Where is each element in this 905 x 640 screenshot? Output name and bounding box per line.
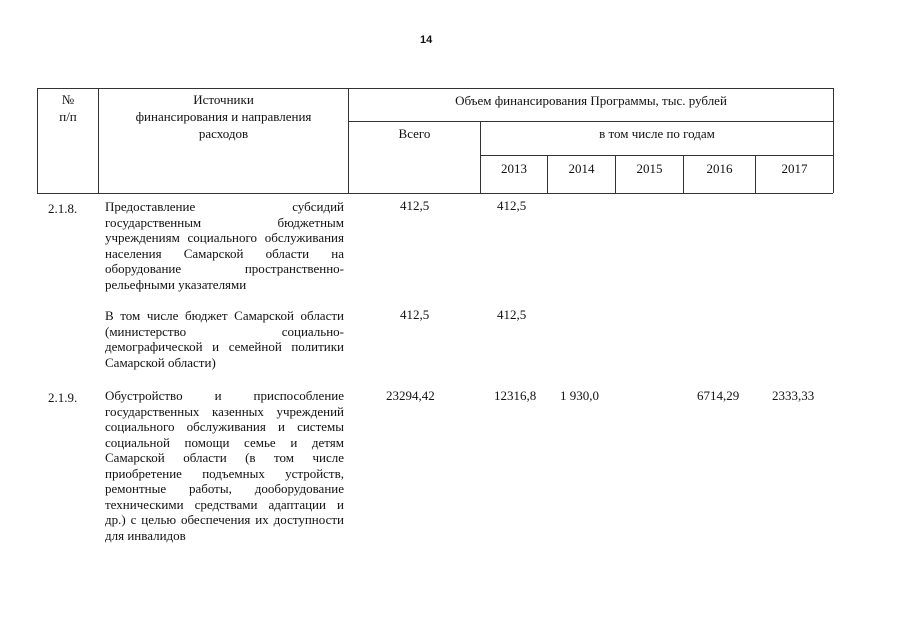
row-2013: 12316,8 <box>494 388 537 403</box>
row-description: Обустройство и приспособление государственных казенных учреждений социального обслуживания и системы социальной помощи семье и детям Самарской области (в том числе приобретение подъемных устройств, ремонтные работы, дооборудование техническими средствами адаптации и др.) с целью обеспечения их доступности для инвалидов <box>105 388 344 543</box>
row-total: 23294,42 <box>386 388 435 403</box>
row-total: 412,5 <box>400 198 430 213</box>
header-bottom-border <box>37 193 833 194</box>
row-description: В том числе бюджет Самарской области (министерство социально-демографической и семейной политики Самарской области) <box>105 308 344 370</box>
header-sep-volume <box>348 121 833 122</box>
header-col-source: Источники финансирования и направления расходов <box>135 92 312 141</box>
header-col-no: № п/п <box>59 92 77 124</box>
row-2014: 1 930,0 <box>560 388 599 403</box>
header-sep-years <box>480 155 833 156</box>
row-total: 412,5 <box>400 307 430 322</box>
row-2013: 412,5 <box>497 198 527 213</box>
header-year-2015: 2015 <box>636 161 663 176</box>
header-top-border <box>37 88 833 89</box>
row-number: 2.1.9. <box>48 390 78 405</box>
header-year-2016: 2016 <box>706 161 733 176</box>
row-number: 2.1.8. <box>48 201 78 216</box>
header-year-2017: 2017 <box>781 161 808 176</box>
row-2016: 6714,29 <box>697 388 740 403</box>
header-year-2014: 2014 <box>568 161 595 176</box>
row-2017: 2333,33 <box>772 388 815 403</box>
header-col-by-years: в том числе по годам <box>599 126 715 141</box>
header-year-2013: 2013 <box>501 161 527 176</box>
page-number: 14 <box>420 34 433 46</box>
row-2013: 412,5 <box>497 307 527 322</box>
row-description: Предоставление субсидий государственным бюджетным учреждениям социального обслуживания населения Самарской области на оборудование пространственно-рельефными указателями <box>105 199 344 292</box>
header-col-volume: Объем финансирования Программы, тыс. рублей <box>455 93 727 108</box>
header-right-border <box>833 88 834 193</box>
header-col-total: Всего <box>398 126 431 141</box>
